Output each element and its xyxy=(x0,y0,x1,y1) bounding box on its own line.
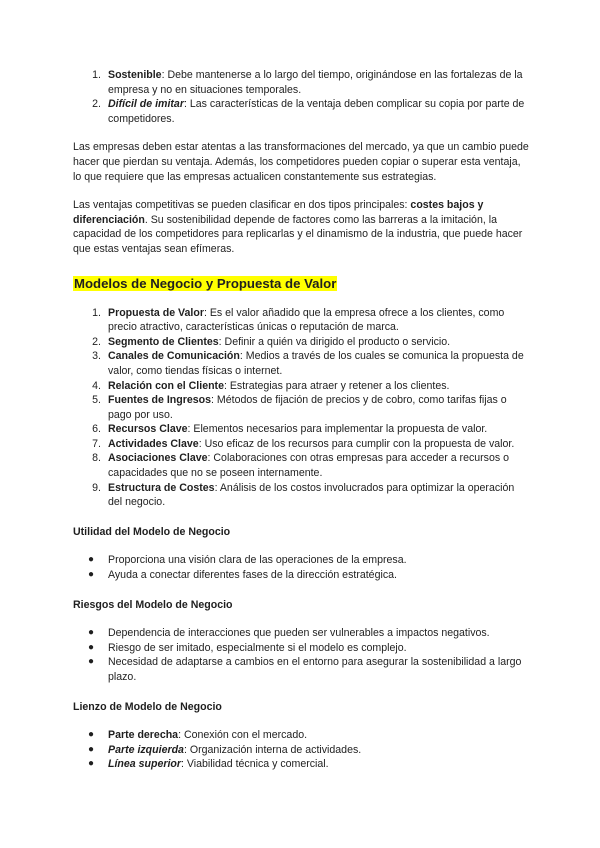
list-number: 8. xyxy=(92,452,101,465)
list-number: 1. xyxy=(92,69,101,81)
list-number: 4. xyxy=(92,379,101,392)
list-number: 2. xyxy=(92,98,101,111)
bullet-icon: ● xyxy=(88,569,95,581)
list-text: : Estrategias para atraer y retener a los clientes. xyxy=(223,379,450,392)
list-item xyxy=(73,757,529,772)
list-term: Relación con el Cliente xyxy=(108,379,224,392)
list-number: 3. xyxy=(92,350,101,363)
lienzo-list xyxy=(73,728,529,772)
list-number: 5. xyxy=(92,394,101,407)
list-term: Asociaciones Clave xyxy=(108,452,208,465)
bold-term: y xyxy=(474,199,484,212)
bullet-icon: ● xyxy=(88,554,95,566)
list-term: Recursos Clave xyxy=(108,423,188,436)
utilidad-list xyxy=(73,553,529,582)
text-run: . Su sostenibilidad depende de factores como las barreras a la imitación, la capacidad de los competidores para replicarlas y el dinamismo de la industria, que puede hacer que estas ventajas sean efímeras. xyxy=(73,213,523,255)
list-text: : Análisis de los costos involucrados para optimizar la operación del negocio. xyxy=(108,481,515,509)
list-text: : Definir a quién va dirigido el producto o servicio. xyxy=(218,335,451,348)
list-item xyxy=(73,641,529,656)
list-item xyxy=(73,393,529,422)
document-page xyxy=(73,68,529,772)
list-item xyxy=(73,306,529,335)
bullet-icon: ● xyxy=(88,641,95,653)
list-text: Ayuda a conectar diferentes fases de la dirección estratégica. xyxy=(108,569,397,582)
bullet-icon: ● xyxy=(88,743,95,755)
list-item xyxy=(73,451,529,480)
business-model-list xyxy=(73,306,529,510)
list-item xyxy=(73,626,529,641)
advantage-traits-list xyxy=(73,68,529,126)
list-term: Parte derecha xyxy=(108,729,179,742)
list-number: 6. xyxy=(92,423,101,436)
list-text: : Elementos necesarios para implementar la propuesta de valor. xyxy=(187,423,488,436)
list-item xyxy=(73,97,529,126)
list-text: : Colaboraciones con otras empresas para acceder a recursos o capacidades que no se poseen internamente. xyxy=(108,452,510,480)
list-number: 1. xyxy=(92,306,101,319)
list-term: Línea superior xyxy=(108,758,181,771)
bullet-icon: ● xyxy=(88,627,95,639)
list-item xyxy=(73,655,529,684)
list-text: : Conexión con el mercado. xyxy=(178,729,308,742)
text-run: Las ventajas competitivas se pueden clasificar en dos tipos principales: xyxy=(73,199,411,212)
list-term: Canales de Comunicación xyxy=(108,350,240,363)
list-term: Fuentes de Ingresos xyxy=(108,394,212,407)
bullet-icon: ● xyxy=(88,656,95,668)
list-number: 7. xyxy=(92,437,101,450)
list-item xyxy=(73,349,529,378)
list-item xyxy=(73,422,529,437)
list-text: Riesgo de ser imitado, especialmente si el modelo es complejo. xyxy=(108,641,407,654)
paragraph-market-changes: Las empresas deben estar atentas a las transformaciones del mercado, ya que un cambio puede hacer que pierdan su ventaja. Además, los competidores pueden copiar o superar esta ventaja, lo que requiere que las empresas actualicen constantemente sus estrategias. xyxy=(73,141,529,183)
list-item xyxy=(73,437,529,452)
bullet-icon: ● xyxy=(88,729,95,741)
list-number: 2. xyxy=(92,335,101,348)
list-text: : Uso eficaz de los recursos para cumplir con la propuesta de valor. xyxy=(198,437,515,450)
list-text: : Medios a través de los cuales se comunica la propuesta de valor, como tiendas físicas o internet. xyxy=(108,350,524,377)
bold-term: diferenciación xyxy=(73,213,145,226)
list-item xyxy=(73,743,529,758)
list-item xyxy=(73,553,529,568)
list-text: Necesidad de adaptarse a cambios en el entorno para asegurar la sostenibilidad a largo plazo. xyxy=(108,656,522,683)
list-text: : Organización interna de actividades. xyxy=(183,743,362,756)
subheading-lienzo: Lienzo de Modelo de Negocio xyxy=(73,700,222,713)
bullet-icon: ● xyxy=(88,758,95,770)
list-text: Proporciona una visión clara de las operaciones de la empresa. xyxy=(108,554,407,567)
list-item xyxy=(73,335,529,350)
list-item xyxy=(73,379,529,394)
list-item xyxy=(73,68,529,97)
list-text: : Las características de la ventaja deben complicar su copia por parte de competidores. xyxy=(108,98,525,125)
bold-term: costes bajos xyxy=(410,199,475,212)
list-text: Dependencia de interacciones que pueden ser vulnerables a impactos negativos. xyxy=(108,627,490,640)
list-text: : Debe mantenerse a lo largo del tiempo, originándose en las fortalezas de la empresa y no en situaciones temporales. xyxy=(108,69,523,96)
highlighted-heading-text: Modelos de Negocio y Propuesta de Valor xyxy=(74,275,337,291)
list-term: Segmento de Clientes xyxy=(108,335,219,348)
list-text: : Métodos de fijación de precios y de cobro, como tarifas fijas o pago por uso. xyxy=(108,394,507,421)
subheading-riesgos: Riesgos del Modelo de Negocio xyxy=(73,598,233,611)
list-term: Estructura de Costes xyxy=(108,481,215,494)
list-number: 9. xyxy=(92,481,101,494)
list-term: Difícil de imitar xyxy=(108,98,184,111)
paragraph-advantage-types xyxy=(73,198,529,256)
list-text: : Viabilidad técnica y comercial. xyxy=(181,758,329,771)
list-item xyxy=(73,481,529,510)
list-item xyxy=(73,728,529,743)
list-term: Propuesta de Valor xyxy=(108,306,204,319)
list-term: Sostenible xyxy=(108,69,162,81)
list-text: : Es el valor añadido que la empresa ofrece a los clientes, como precio atractivo, características únicas o reputación de marca. xyxy=(108,306,505,334)
list-term: Actividades Clave xyxy=(108,437,199,450)
subheading-utilidad: Utilidad del Modelo de Negocio xyxy=(73,525,231,538)
list-item xyxy=(73,568,529,583)
list-term: Parte izquierda xyxy=(108,743,184,756)
riesgos-list xyxy=(73,626,529,684)
section-heading xyxy=(73,275,529,292)
